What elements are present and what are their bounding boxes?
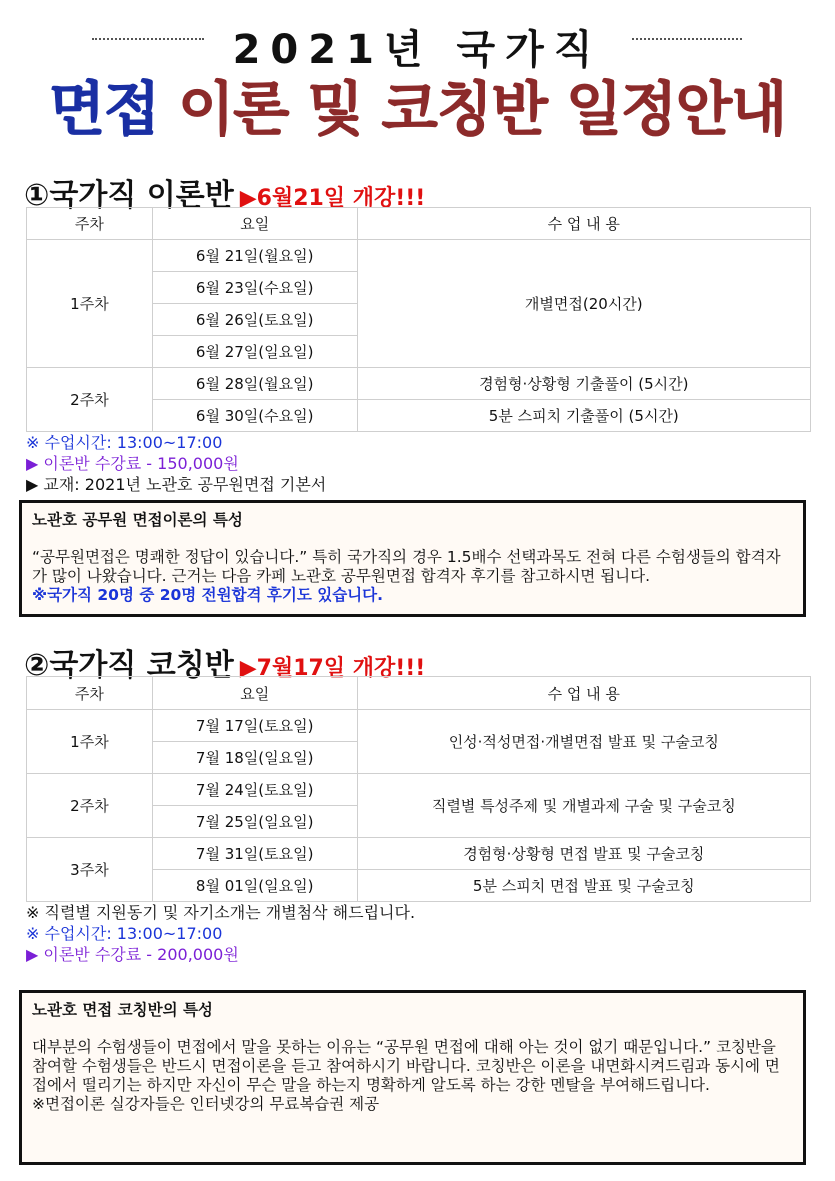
- date-cell: 6월 28일(월요일): [152, 368, 357, 400]
- theory-schedule-table: [26, 207, 811, 432]
- coaching-schedule-table: [26, 676, 811, 902]
- content-cell: 경험형·상황형 면접 발표 및 구술코칭: [357, 838, 810, 870]
- date-cell: 6월 27일(일요일): [152, 336, 357, 368]
- content-cell: 직렬별 특성주제 및 개별과제 구술 및 구술코칭: [357, 774, 810, 838]
- content-cell: 경험형·상황형 기출풀이 (5시간): [357, 368, 810, 400]
- section1-heading-text: ①국가직 이론반: [24, 178, 234, 213]
- box1-title: 노관호 공무원 면접이론의 특성: [32, 511, 243, 529]
- week-cell: 3주차: [27, 838, 153, 902]
- week-cell: 2주차: [27, 368, 153, 432]
- table-row: [27, 838, 811, 870]
- col-day-header: 요일: [152, 677, 357, 710]
- week-cell: 1주차: [27, 240, 153, 368]
- table-row: [27, 368, 811, 400]
- week-cell: 2주차: [27, 774, 153, 838]
- box1-paragraph: “공무원면접은 명쾌한 정답이 있습니다.” 특히 국가직의 경우 1.5배수 선택과목도 전혀 다른 수험생들의 합격자가 많이 나왔습니다. 근거는 다음 카페 노관호 공무원면접 합격자 후기를 참고하시면 됩니다.: [32, 548, 781, 585]
- theory-book-note: ▶ 교재: 2021년 노관호 공무원면접 기본서: [26, 475, 327, 494]
- date-cell: 7월 17일(토요일): [152, 710, 357, 742]
- col-week-header: 주차: [27, 208, 153, 240]
- table-row: [27, 774, 811, 806]
- box2-title: 노관호 면접 코칭반의 특성: [32, 1001, 213, 1019]
- title-line-1: 2021년 국가직: [232, 27, 603, 73]
- theory-feature-box: [19, 500, 806, 617]
- main-title-red: 이론 및 코칭반 일정안내: [178, 75, 787, 143]
- table-header-row: [27, 208, 811, 240]
- box2-paragraph: 대부분의 수험생들이 면접에서 말을 못하는 이유는 “공무원 면접에 대해 아는 것이 없기 때문입니다.” 코칭반을 참여할 수험생들은 반드시 면접이론을 듣고 참여하시기 바랍니다. 코칭반은 이론을 내면화시켜드림과 동시에 면접에서 떨리기는 하지만 자신이 무슨 말을 하는지 명확하게 알도록 하는 강한 멘탈을 부여해드립니다.: [32, 1038, 780, 1094]
- content-cell: 인성·적성면접·개별면접 발표 및 구술코칭: [357, 710, 810, 774]
- date-cell: 6월 26일(토요일): [152, 304, 357, 336]
- theory-fee-note: ▶ 이론반 수강료 - 150,000원: [26, 454, 239, 473]
- date-cell: 6월 30일(수요일): [152, 400, 357, 432]
- content-cell: 5분 스피치 기출풀이 (5시간): [357, 400, 810, 432]
- date-cell: 7월 25일(일요일): [152, 806, 357, 838]
- box2-note: ※면접이론 실강자들은 인터넷강의 무료복습권 제공: [32, 1095, 380, 1113]
- col-content-header: 수 업 내 용: [357, 677, 810, 710]
- main-title: [0, 62, 835, 146]
- date-cell: 7월 31일(토요일): [152, 838, 357, 870]
- coaching-custom-note: ※ 직렬별 지원동기 및 자기소개는 개별첨삭 해드립니다.: [26, 903, 416, 922]
- content-cell: 개별면접(20시간): [357, 240, 810, 368]
- table-header-row: [27, 677, 811, 710]
- week-cell: 1주차: [27, 710, 153, 774]
- theory-time-note: ※ 수업시간: 13:00~17:00: [26, 433, 223, 452]
- section2-open-label: ▶7월17일 개강!!!: [239, 656, 426, 681]
- box1-highlight: ※국가직 20명 중 20명 전원합격 후기도 있습니다.: [32, 586, 384, 604]
- table-row: [27, 240, 811, 272]
- table-row: [27, 710, 811, 742]
- coaching-time-note: ※ 수업시간: 13:00~17:00: [26, 924, 223, 943]
- col-day-header: 요일: [152, 208, 357, 240]
- date-cell: 7월 18일(일요일): [152, 742, 357, 774]
- date-cell: 6월 21일(월요일): [152, 240, 357, 272]
- section2-heading-text: ②국가직 코칭반: [24, 648, 234, 683]
- col-content-header: 수 업 내 용: [357, 208, 810, 240]
- coaching-feature-box: [19, 990, 806, 1165]
- coaching-fee-note: ▶ 이론반 수강료 - 200,000원: [26, 945, 239, 964]
- date-cell: 6월 23일(수요일): [152, 272, 357, 304]
- content-cell: 5분 스피치 면접 발표 및 구술코칭: [357, 870, 810, 902]
- section1-open-label: ▶6월21일 개강!!!: [239, 186, 426, 211]
- date-cell: 8월 01일(일요일): [152, 870, 357, 902]
- date-cell: 7월 24일(토요일): [152, 774, 357, 806]
- col-week-header: 주차: [27, 677, 153, 710]
- main-title-blue: 면접: [48, 75, 159, 143]
